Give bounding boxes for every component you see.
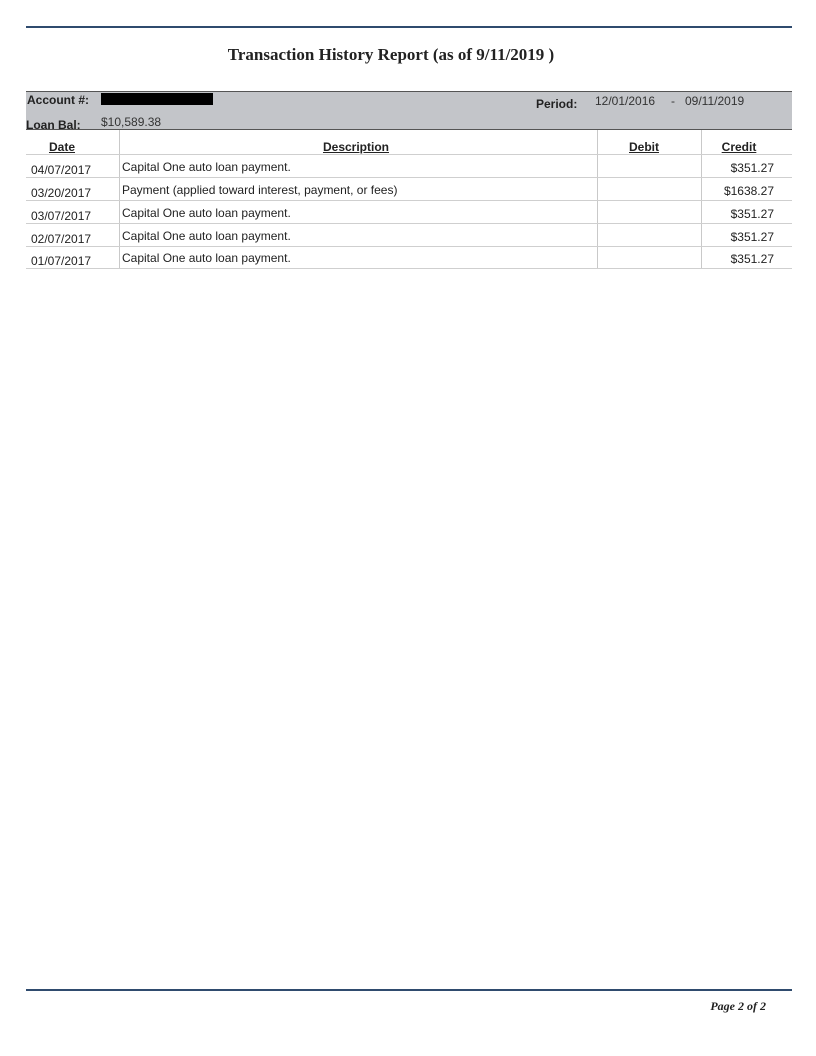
period-start: 12/01/2016	[595, 94, 656, 108]
table-row	[26, 246, 792, 269]
row-credit: $351.27	[730, 230, 774, 244]
bottom-rule	[26, 989, 792, 991]
column-header-debit: Debit	[629, 140, 659, 154]
account-number-redaction	[101, 93, 213, 105]
period-end: 09/11/2019	[685, 94, 745, 108]
column-header-date: Date	[48, 140, 75, 154]
page-number: Page 2 of 2	[710, 999, 766, 1013]
row-credit: $1638.27	[723, 184, 774, 198]
row-date: 04/07/2017	[31, 163, 92, 177]
loan-balance-label: Loan Bal:	[26, 118, 81, 132]
row-date: 03/20/2017	[31, 186, 92, 200]
table-row	[26, 155, 792, 178]
column-header-credit: Credit	[721, 140, 757, 154]
period-label: Period:	[536, 97, 578, 111]
row-description: Capital One auto loan payment.	[122, 229, 291, 243]
table-row	[26, 178, 792, 201]
top-rule	[26, 26, 792, 28]
row-date: 03/07/2017	[31, 209, 92, 223]
period-separator: -	[671, 94, 675, 108]
row-credit: $351.27	[730, 252, 774, 266]
report-title: Transaction History Report (as of 9/11/2019 )	[227, 45, 555, 64]
loan-balance-value: $10,589.38	[101, 115, 162, 129]
row-date: 02/07/2017	[31, 232, 92, 246]
row-date: 01/07/2017	[31, 254, 92, 268]
row-description: Capital One auto loan payment.	[122, 160, 291, 174]
table-row	[26, 201, 792, 224]
row-description: Capital One auto loan payment.	[122, 206, 291, 220]
account-summary-band	[26, 91, 792, 130]
account-number-label: Account #:	[27, 93, 90, 107]
column-header-description: Description	[322, 140, 389, 154]
table-row	[26, 224, 792, 247]
row-description: Payment (applied toward interest, payment, or fees)	[122, 183, 398, 197]
row-credit: $351.27	[730, 161, 774, 175]
row-description: Capital One auto loan payment.	[122, 251, 291, 265]
row-credit: $351.27	[730, 207, 774, 221]
